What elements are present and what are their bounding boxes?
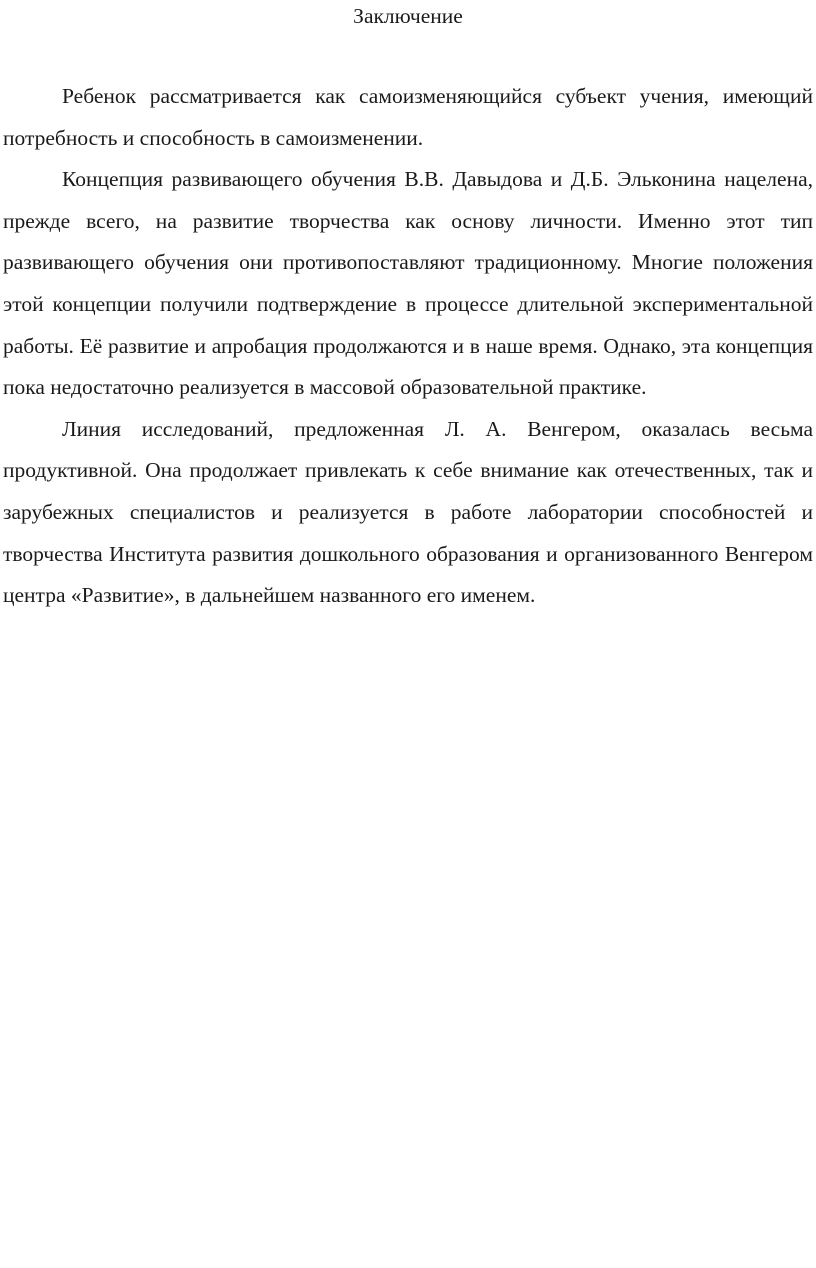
paragraph-1: Ребенок рассматривается как самоизменяющийся субъект учения, имеющий потребность и способность в самоизменении. [3, 84, 813, 150]
document-body [3, 76, 813, 617]
paragraph-2: Концепция развивающего обучения В.В. Давыдова и Д.Б. Эльконина нацелена, прежде всего, на развитие творчества как основу личности. Именно этот тип развивающего обучения они противопоставляют традиционному. Многие положения этой концепции получили подтверждение в процессе длительной экспериментальной работы. Её развитие и апробация продолжаются и в наше время. Однако, эта концепция пока недостаточно реализуется в массовой образовательной практике. [3, 167, 813, 400]
paragraph-3: Линия исследований, предложенная Л. А. Венгером, оказалась весьма продуктивной. Она продолжает привлекать к себе внимание как отечественных, так и зарубежных специалистов и реализуется в работе лаборатории способностей и творчества Института развития дошкольного образования и организованного Венгером центра «Развитие», в дальнейшем названного его именем. [3, 416, 813, 608]
page-title: Заключение [353, 4, 463, 28]
